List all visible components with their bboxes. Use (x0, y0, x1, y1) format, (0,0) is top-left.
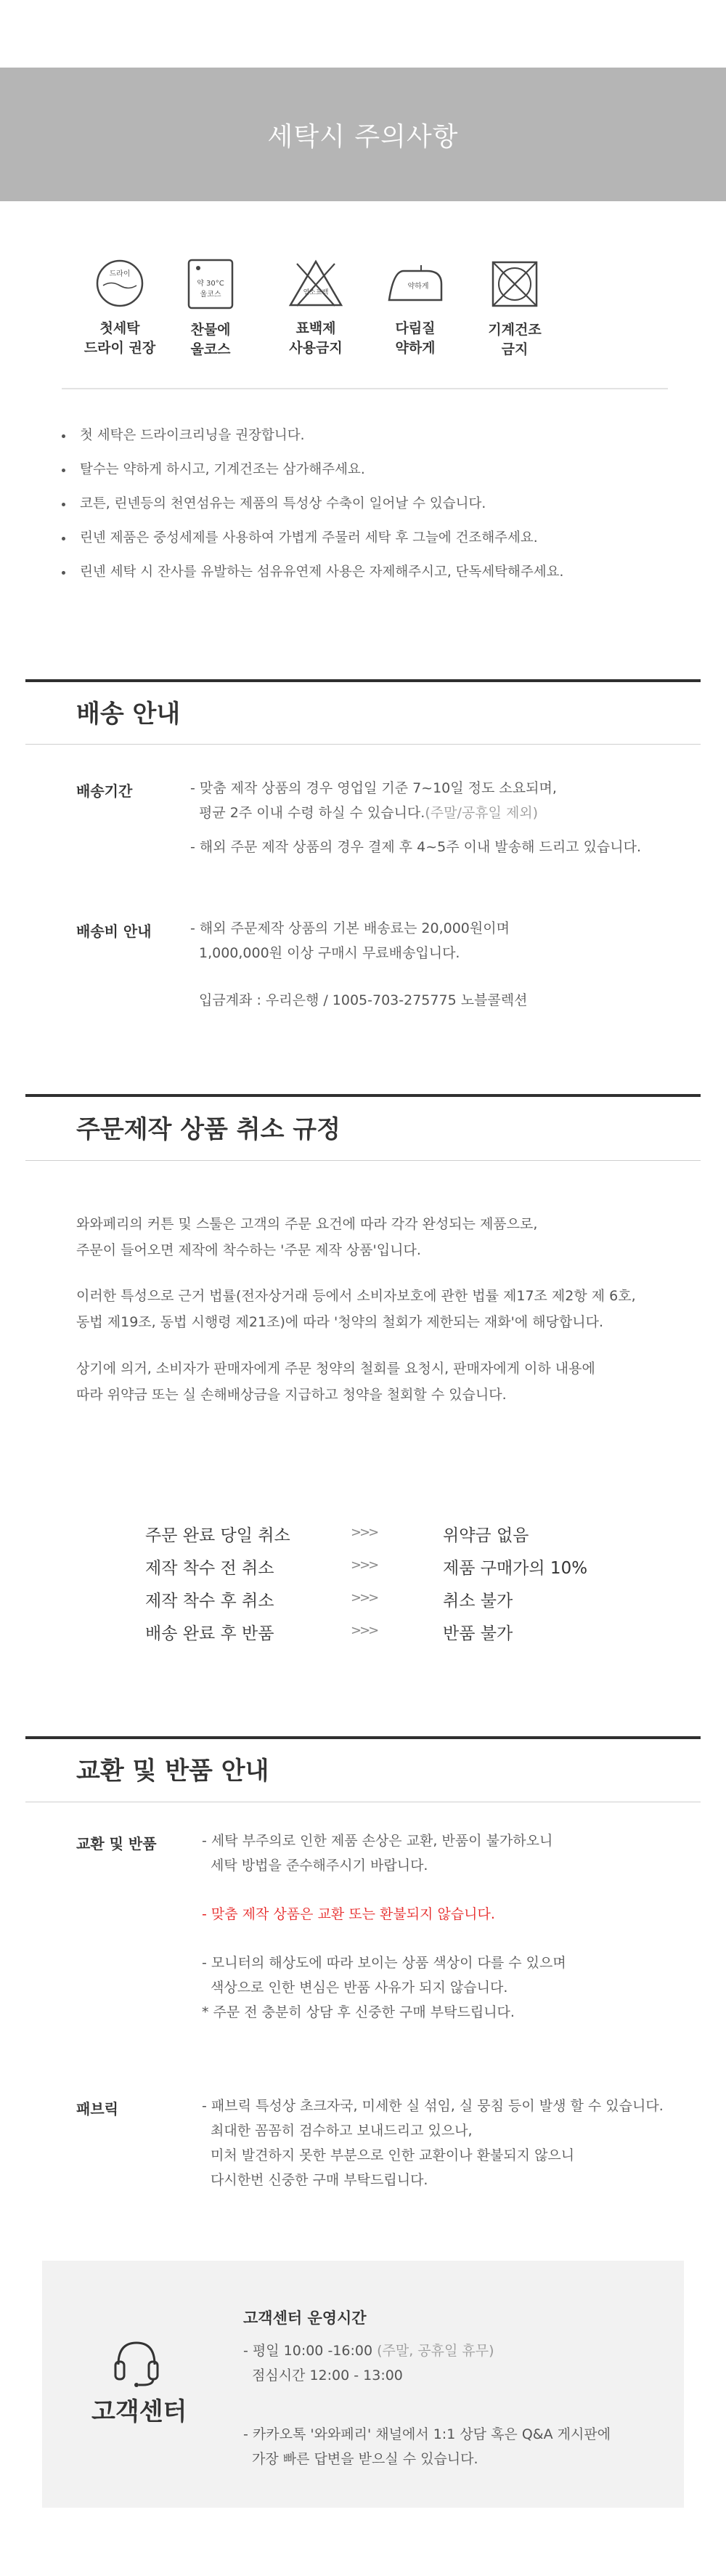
section-rule (25, 679, 701, 682)
cancel-paragraph: 상기에 의거, 소비자가 판매자에게 주문 청약의 철회를 요청시, 판매자에게 이하 내용에 따라 위약금 또는 실 손해배상금을 지급하고 청약을 철회할 수 있습니다. (76, 1361, 595, 1403)
shipping-fee-text: - 해외 주문제작 상품의 기본 배송료는 20,000원이며 1,000,000원 이상 구매시 무료배송입니다. 입금계좌 : 우리은행 / 1005-703-275775 노블콜렉션 (190, 916, 527, 1013)
care-banner (0, 68, 726, 201)
no-tumble-dry-icon (489, 258, 541, 310)
care-item-no-bleach (265, 258, 367, 358)
arrow-icon: >>> (351, 1525, 378, 1540)
care-note: 린넨 세탁 시 잔사를 유발하는 섬유유연제 사용은 자제해주시고, 단독세탁해주세요. (60, 564, 684, 598)
care-note: 린넨 제품은 중성세제를 사용하여 가볍게 주물러 세탁 후 그늘에 건조해주세요. (60, 530, 684, 564)
no-bleach-icon (287, 258, 345, 309)
shipping-period-label: 배송기간 (76, 782, 133, 800)
care-label: 기계건조 금지 (488, 322, 542, 357)
care-note: 첫 세탁은 드라이크리닝을 권장합니다. (60, 427, 684, 461)
care-notes (60, 427, 684, 598)
exchange-text: - 세탁 부주의로 인한 제품 손상은 교환, 반품이 불가하오니 세탁 방법을 준수해주시기 바랍니다. - 맞춤 제작 상품은 교환 또는 환불되지 않습니다. - 모니터의 해상도에 따라 보이는 상품 색상이 다를 수 있으며 색상으로 인한 변심은 반품 사유가 되지 않습니다. * 주문 전 충분히 상담 후 신중한 구매 부탁드립니다. (202, 1833, 566, 2020)
dry-clean-icon (94, 258, 145, 309)
svg-text:약 30°C: 약 30°C (197, 280, 224, 288)
care-item-cold-wash (160, 258, 261, 360)
exchange-warning: - 맞춤 제작 상품은 교환 또는 환불되지 않습니다. (202, 1906, 495, 1922)
exchange-label: 교환 및 반품 (76, 1835, 157, 1852)
table-row: 제작 착수 후 취소 >>> 취소 불가 (145, 1590, 513, 1611)
care-label: 다림질 약하게 (395, 320, 436, 356)
care-label: 첫세탁 드라이 권장 (83, 320, 156, 356)
cancel-paragraph: 이러한 특성으로 근거 법률(전자상거래 등에서 소비자보호에 관한 법률 제17조 제2항 제 6호, 동법 제19조, 동법 시행령 제21조)에 따라 '청약의 철회가 제한되는 재화'에 해당합니다. (76, 1288, 636, 1330)
cold-wash-icon (185, 258, 236, 310)
section-line (25, 744, 701, 745)
care-label: 표백제 사용금지 (289, 320, 343, 356)
customer-center-label: 고객센터 (91, 2397, 187, 2426)
shipping-period-text: - 맞춤 제작 상품의 경우 영업일 기준 7~10일 정도 소요되며, 평균 2주 이내 수령 하실 수 있습니다.(주말/공휴일 제외) - 해외 주문 제작 상품의 경우 결제 후 4~5주 이내 발송해 드리고 있습니다. (190, 780, 642, 855)
customer-center-box (42, 2261, 684, 2508)
cancel-rules-table (145, 1522, 653, 1653)
headset-icon (111, 2337, 162, 2389)
care-item-iron (364, 258, 466, 358)
customer-center-kakao: - 카카오톡 '와와페리' 채널에서 1:1 상담 혹은 Q&A 게시판에 가장 빠른 답변을 받으실 수 있습니다. (243, 2426, 611, 2467)
fabric-text: - 패브릭 특성상 초크자국, 미세한 실 섞임, 실 뭉침 등이 발생 할 수 있습니다. 최대한 꼼꼼히 검수하고 보내드리고 있으나, 미처 발견하지 못한 부분으로 인한 교환이나 환불되지 않으니 다시한번 신중한 구매 부탁드립니다. (202, 2098, 664, 2188)
exchange-title: 교환 및 반품 안내 (76, 1757, 269, 1786)
bank-account: 입금계좌 : 우리은행 / 1005-703-275775 노블콜렉션 (199, 992, 528, 1008)
svg-text:염소표백: 염소표백 (303, 289, 329, 296)
care-item-dry-clean (69, 258, 171, 358)
svg-text:드라이: 드라이 (109, 270, 131, 278)
customer-center-hours: - 평일 10:00 -16:00 (주말, 공휴일 휴무) 점심시간 12:00 - 13:00 (243, 2343, 494, 2383)
table-row: 제작 착수 전 취소 >>> 제품 구매가의 10% (145, 1558, 588, 1578)
iron-low-icon (385, 258, 446, 309)
arrow-icon: >>> (351, 1623, 378, 1638)
table-row: 배송 완료 후 반품 >>> 반품 불가 (145, 1623, 513, 1643)
care-symbols (69, 258, 635, 374)
section-rule (25, 1736, 701, 1739)
svg-text:약하게: 약하게 (407, 283, 429, 291)
arrow-icon: >>> (351, 1590, 378, 1605)
arrow-icon: >>> (351, 1558, 378, 1573)
svg-text:울코스: 울코스 (200, 291, 221, 299)
shipping-fee-label: 배송비 안내 (76, 923, 152, 940)
table-row: 주문 완료 당일 취소 >>> 위약금 없음 (145, 1525, 529, 1545)
fabric-label: 패브릭 (76, 2100, 118, 2118)
care-item-no-dryer (464, 258, 566, 360)
cancel-paragraph: 와와페리의 커튼 및 스툴은 고객의 주문 요건에 따라 각각 완성되는 제품으로, 주문이 들어오면 제작에 착수하는 '주문 제작 상품'입니다. (76, 1216, 538, 1258)
care-label: 찬물에 울코스 (190, 322, 231, 357)
cancel-title: 주문제작 상품 취소 규정 (76, 1115, 340, 1144)
section-rule (25, 1094, 701, 1097)
care-divider (62, 388, 668, 389)
banner-title: 세탁시 주의사항 (267, 121, 459, 152)
care-note: 탈수는 약하게 하시고, 기계건조는 삼가해주세요. (60, 461, 684, 495)
section-line (25, 1160, 701, 1161)
customer-center-title: 고객센터 운영시간 (243, 2309, 367, 2327)
shipping-title: 배송 안내 (76, 700, 181, 729)
care-note: 코튼, 린넨등의 천연섬유는 제품의 특성상 수축이 일어날 수 있습니다. (60, 495, 684, 530)
